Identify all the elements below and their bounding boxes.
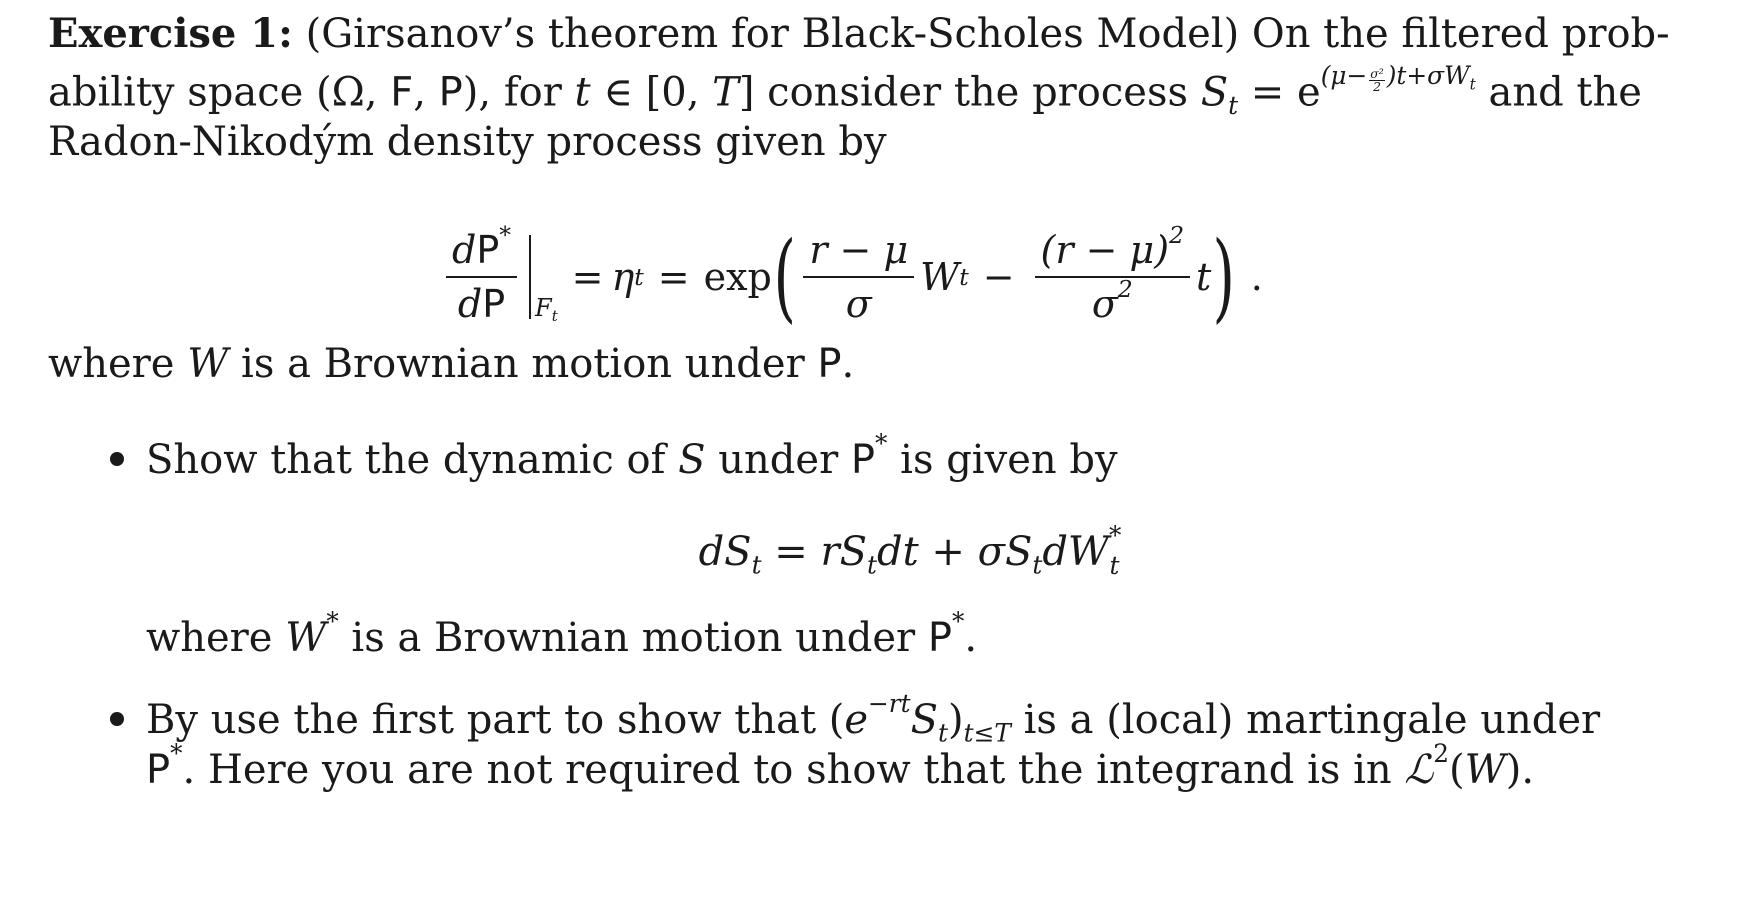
bullet-1-text: Show that the dynamic of S under P* is given by xyxy=(146,428,1118,483)
eta-symbol: η xyxy=(611,255,635,299)
exercise-line-1 xyxy=(48,10,1670,58)
exercise-title: (Girsanov’s theorem for Black-Scholes Model) On the filtered prob- xyxy=(305,11,1670,57)
bullet-point-2 xyxy=(110,712,124,726)
drift-fraction: $\frac{r - \mu}{\sigma}$ xyxy=(803,228,914,326)
density-fraction: $\frac{dP^*}{dP}$ xyxy=(446,228,517,326)
bullet-2-line-2: P*. Here you are not required to show that the integrand is in ℒ$^2$(W). xyxy=(146,738,1535,793)
sde-equation: $dS_t = rS_tdt + \sigma S_tdW^*_t$ xyxy=(698,520,1122,580)
exp-function: exp xyxy=(703,255,772,299)
omega-symbol: Ω xyxy=(331,69,365,116)
exercise-heading: Exercise 1: xyxy=(48,10,293,57)
where-brownian-line: where W is a Brownian motion under P. xyxy=(48,341,855,387)
bullet-2-line-1: By use the first part to show that $(e^{-rt}S_t)_{t\le T}$ is a (local) martingale under xyxy=(146,688,1601,748)
process-S: S xyxy=(1200,69,1229,116)
exercise-line-2: ability space (Ω, F, P), for t ∈ [0, T] consider the process $S_t = e^{(\mu- \frac{\text{σ²}}{2} )t+\sigma W_t}$ and the xyxy=(48,61,1642,120)
where-brownian-star-line: where W* is a Brownian motion under P*. xyxy=(146,606,978,661)
exponent: (μ− σ² 2 )t+σWt xyxy=(1320,61,1476,95)
evaluation-subscript: $F_t$ xyxy=(535,294,558,326)
exercise-line-3: Radon-Nikodým density process given by xyxy=(48,119,887,165)
radon-nikodym-equation: $\frac{dP^*}{dP}$ $F_t$ = η t = exp ( $\frac{r - \mu}{\sigma}$ W t − $\frac{(r - \mu)^2}{\sigma^2}$ t ) . xyxy=(440,212,1263,342)
variance-fraction: $\frac{(r - \mu)^2}{\sigma^2}$ xyxy=(1035,228,1191,326)
filtration-symbol: F xyxy=(390,69,414,116)
evaluation-bar xyxy=(529,235,531,319)
probability-symbol: P xyxy=(438,69,463,116)
bullet-point-1 xyxy=(110,452,124,466)
